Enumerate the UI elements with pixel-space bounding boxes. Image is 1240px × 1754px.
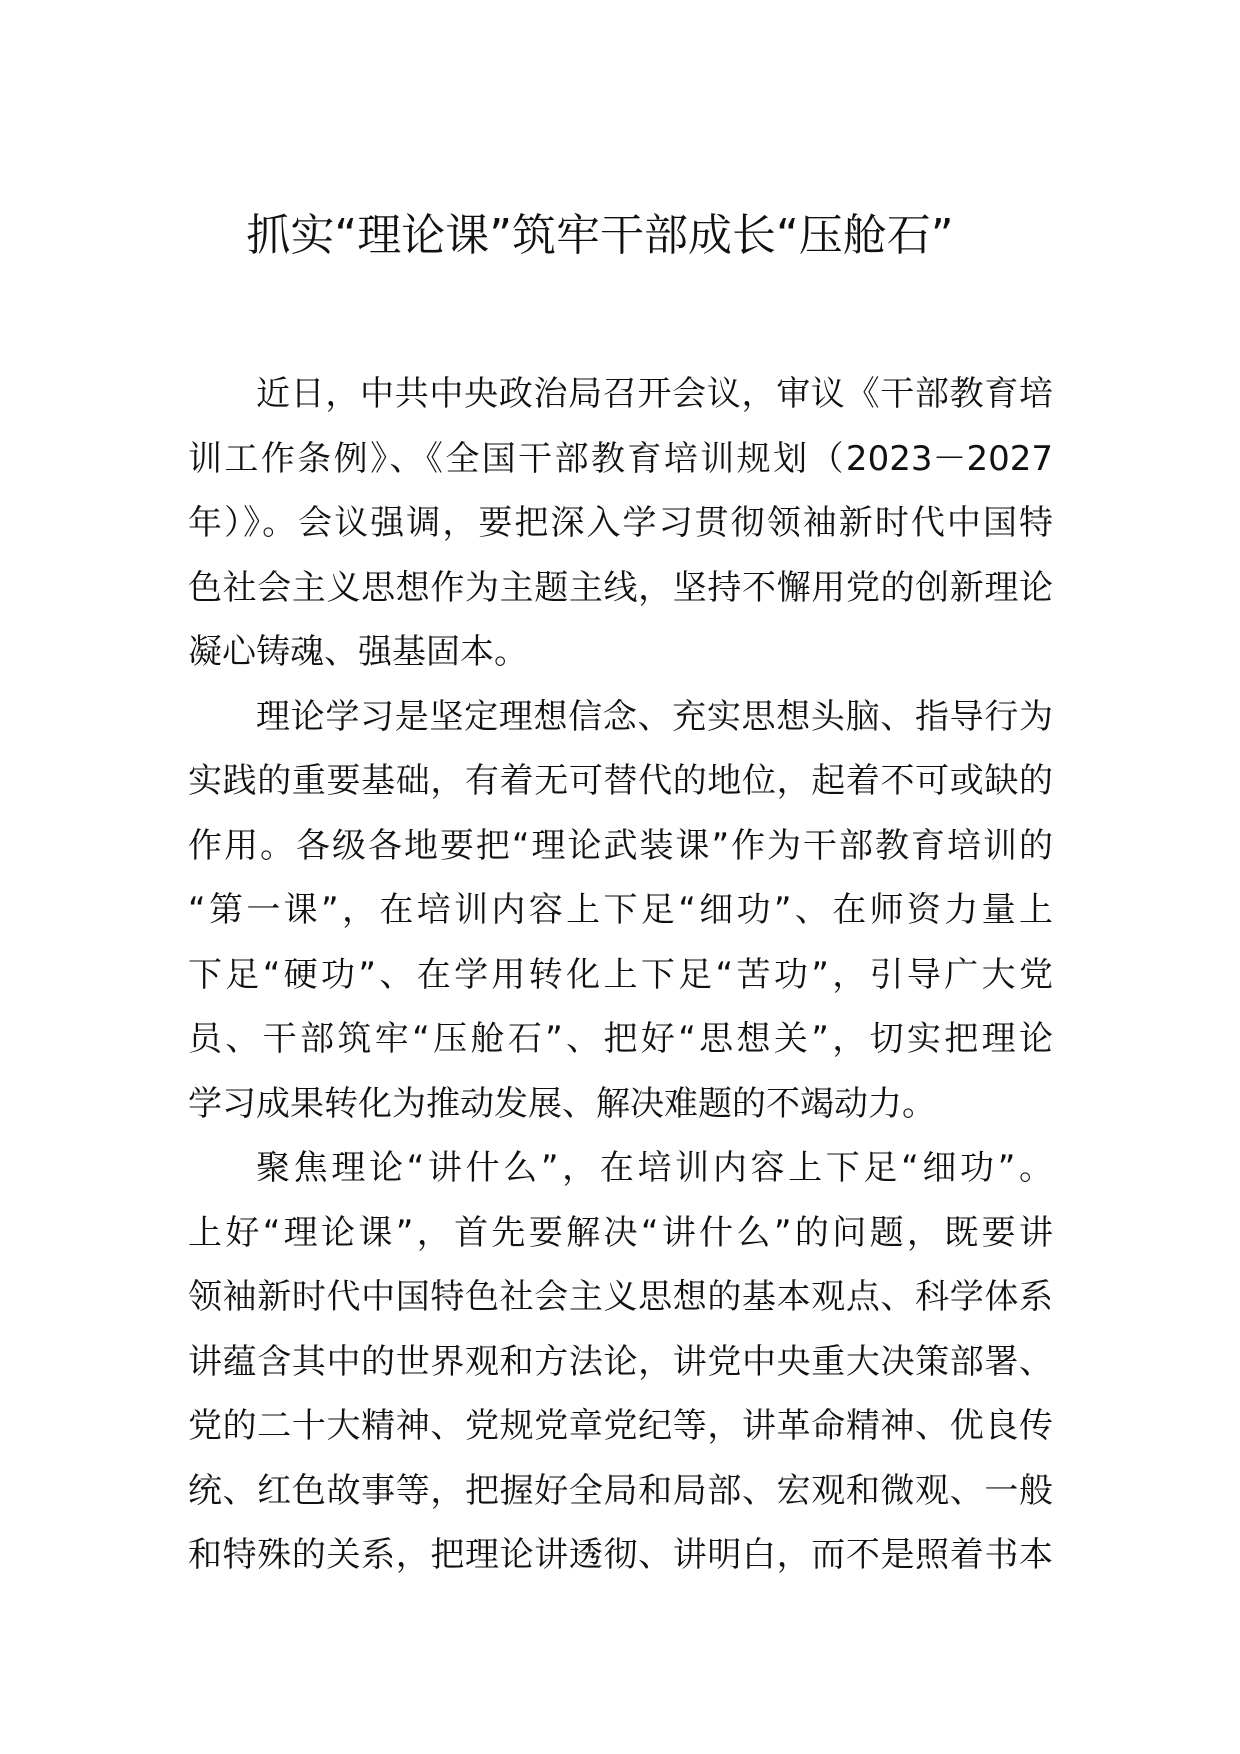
paragraph-line: 学习成果转化为推动发展、解决难题的不竭动力。 [188,1083,936,1124]
document-body [188,362,1053,1588]
paragraph-3 [188,1136,1053,1588]
paragraph-line: 员、干部筑牢“压舱石”、把好“思想关”，切实把理论 [188,1019,1053,1059]
paragraph-line: 和特殊的关系，把理论讲透彻、讲明白，而不是照着书本 [188,1535,1053,1575]
paragraph-line: “第一课”，在培训内容上下足“细功”、在师资力量上 [188,890,1053,930]
paragraph-line: 聚焦理论“讲什么”，在培训内容上下足“细功”。 [256,1148,1053,1188]
paragraph-line: 领袖新时代中国特色社会主义思想的基本观点、科学体系 [188,1277,1053,1317]
paragraph-line: 年）》。会议强调，要把深入学习贯彻领袖新时代中国特 [188,503,1053,543]
paragraph-line: 凝心铸魂、强基固本。 [188,632,528,672]
paragraph-line: 讲蕴含其中的世界观和方法论，讲党中央重大决策部署、 [188,1341,1053,1382]
paragraph-line: 理论学习是坚定理想信念、充实思想头脑、指导行为 [256,696,1053,737]
paragraph-1 [188,362,1053,685]
paragraph-line: 统、红色故事等，把握好全局和局部、宏观和微观、一般 [188,1470,1053,1511]
paragraph-line: 训工作条例》、《全国干部教育培训规划（2023－2027 [188,438,1053,479]
paragraph-line: 下足“硬功”、在学用转化上下足“苦功”，引导广大党 [188,954,1053,995]
paragraph-line: 党的二十大精神、党规党章党纪等，讲革命精神、优良传 [188,1406,1053,1446]
paragraph-line: 上好“理论课”，首先要解决“讲什么”的问题，既要讲 [188,1212,1053,1253]
document-title: 抓实“理论课”筑牢干部成长“压舱石” [246,210,954,261]
paragraph-line: 近日，中共中央政治局召开会议，审议《干部教育培 [256,374,1053,414]
paragraph-line: 作用。各级各地要把“理论武装课”作为干部教育培训的 [188,825,1053,866]
paragraph-line: 色社会主义思想作为主题主线，坚持不懈用党的创新理论 [188,567,1053,608]
paragraph-2 [188,685,1053,1137]
paragraph-line: 实践的重要基础，有着无可替代的地位，起着不可或缺的 [188,761,1053,801]
